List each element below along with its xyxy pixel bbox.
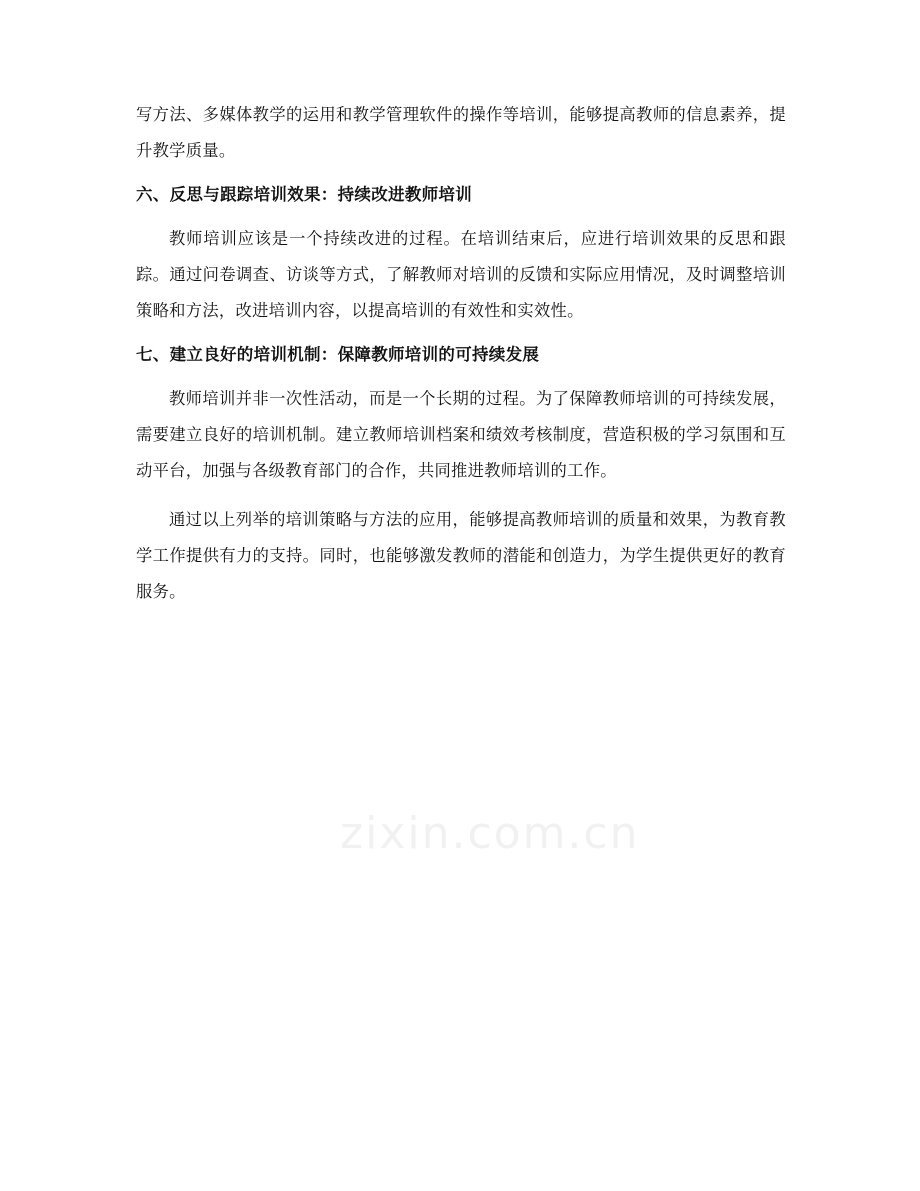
conclusion-paragraph: 通过以上列举的培训策略与方法的应用，能够提高教师培训的质量和效果，为教育教学工作提供有力的支持。同时，也能够激发教师的潜能和创造力，为学生提供更好的教育服务。 <box>136 510 786 601</box>
section-6-heading: 六、反思与跟踪培训效果：持续改进教师培训 <box>136 185 472 204</box>
section-7-heading: 七、建立良好的培训机制：保障教师培训的可持续发展 <box>136 345 540 364</box>
document-page <box>136 97 786 610</box>
section-7-body: 教师培训并非一次性活动，而是一个长期的过程。为了保障教师培训的可持续发展，需要建立良好的培训机制。建立教师培训档案和绩效考核制度，营造积极的学习氛围和互动平台，加强与各级教育部门的合作，共同推进教师培训的工作。 <box>136 389 786 480</box>
section-6-body: 教师培训应该是一个持续改进的过程。在培训结束后，应进行培训效果的反思和跟踪。通过问卷调查、访谈等方式，了解教师对培训的反馈和实际应用情况，及时调整培训策略和方法，改进培训内容，以提高培训的有效性和实效性。 <box>136 229 786 320</box>
watermark: zixin.com.cn <box>340 808 640 859</box>
intro-paragraph: 写方法、多媒体教学的运用和教学管理软件的操作等培训，能够提高教师的信息素养，提升教学质量。 <box>136 105 786 160</box>
